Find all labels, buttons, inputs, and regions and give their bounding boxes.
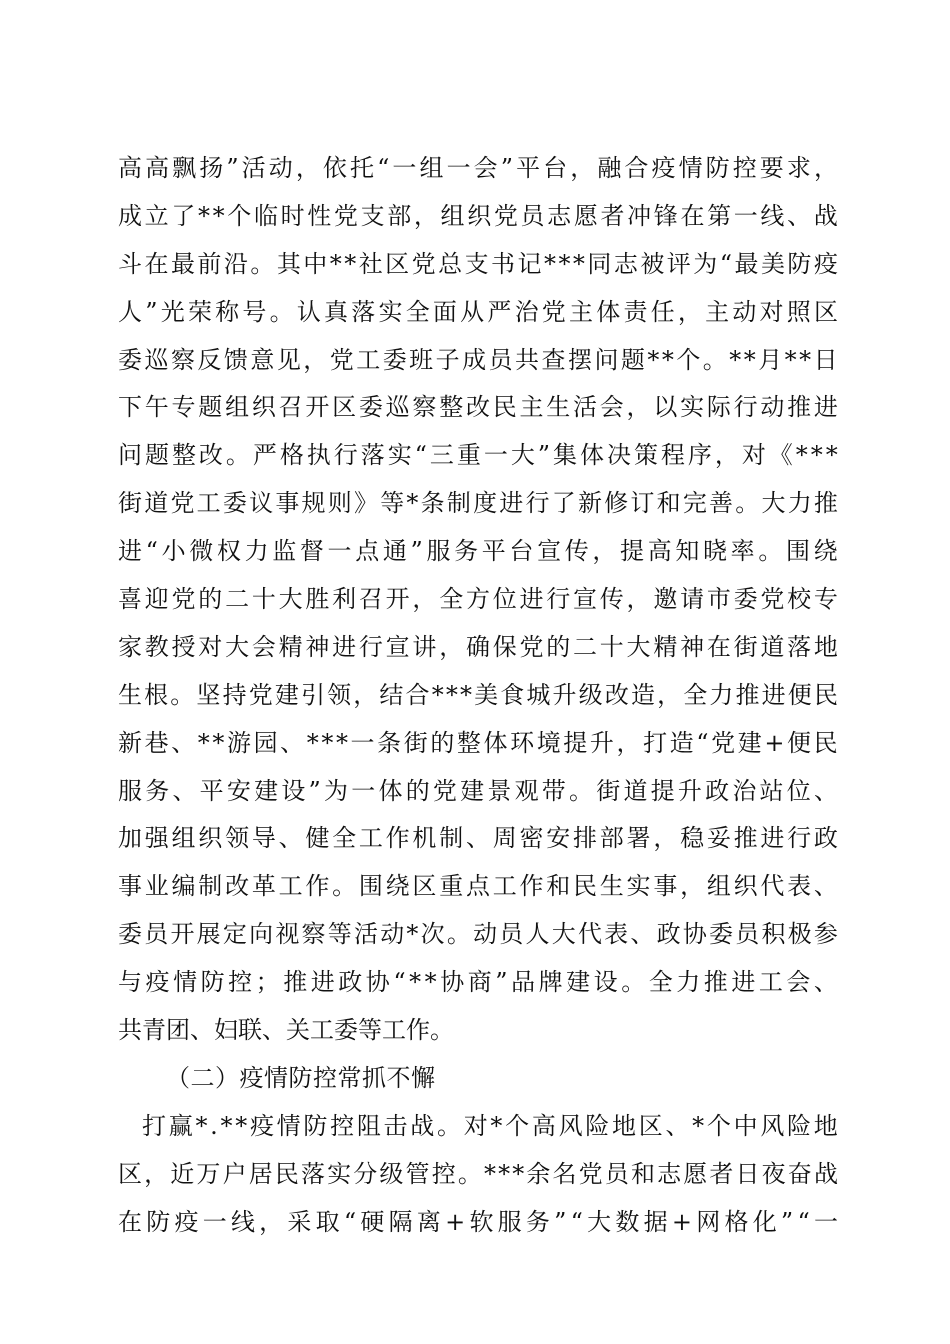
text-line: 事 业 编 制 改 革 工 作 。 围 绕 区 重 点 工 作 和 民 生 实 事 ， 组 织 代 表 、: [118, 872, 838, 901]
text-line: 委 巡 察 反 馈 意 见 ， 党 工 委 班 子 成 员 共 查 摆 问 题 * * 个 。 * * 月 * * 日: [118, 345, 838, 374]
text-line: 喜 迎 党 的 二 十 大 胜 利 召 开 ， 全 方 位 进 行 宣 传 ， 邀 请 市 委 党 校 专: [118, 585, 838, 614]
text-line: 与 疫 情 防 控 ； 推 进 政 协 “ * * 协 商 ” 品 牌 建 设 。 全 力 推 进 工 会 、: [118, 968, 838, 997]
text-line: 服 务 、 平 安 建 设 ” 为 一 体 的 党 建 景 观 带 。 街 道 提 升 政 治 站 位 、: [118, 776, 838, 805]
text-line: 区 ， 近 万 户 居 民 落 实 分 级 管 控 。 * * * 余 名 党 员 和 志 愿 者 日 夜 奋 战: [118, 1159, 838, 1188]
text-line: 高 高 飘 扬 ” 活 动 ， 依 托 “ 一 组 一 会 ” 平 台 ， 融 合 疫 情 防 控 要 求 ，: [118, 154, 838, 182]
text-line: 委 员 开 展 定 向 视 察 等 活 动 * 次 。 动 员 人 大 代 表 、 政 协 委 员 积 极 参: [118, 920, 838, 949]
paragraph-party-building: [118, 145, 838, 1055]
document-body: [118, 145, 838, 1246]
text-line: 新 巷 、 * * 游 园 、 * * * 一 条 街 的 整 体 环 境 提 升 ， 打 造 “ 党 建 + 便 民: [118, 728, 838, 757]
paragraph-epidemic-control: [118, 1103, 838, 1247]
text-line: 生 根 。 坚 持 党 建 引 领 ， 结 合 * * * 美 食 城 升 级 改 造 ， 全 力 推 进 便 民: [118, 680, 838, 709]
text-line: 家 教 授 对 大 会 精 神 进 行 宣 讲 ， 确 保 党 的 二 十 大 精 神 在 街 道 落 地: [118, 632, 838, 661]
text-line: 在 防 疫 一 线 ， 采 取 “ 硬 隔 离 + 软 服 务 ” “ 大 数 据 + 网 格 化 ” “ 一: [118, 1207, 838, 1236]
text-line: 进 “ 小 微 权 力 监 督 一 点 通 ” 服 务 平 台 宣 传 ， 提 高 知 晓 率 。 围 绕: [118, 537, 838, 566]
text-line: 斗 在 最 前 沿 。 其 中 * * 社 区 党 总 支 书 记 * * * 同 志 被 评 为 “ 最 美 防 疫: [118, 249, 838, 278]
text-line: 街 道 党 工 委 议 事 规 则 》 等 * 条 制 度 进 行 了 新 修 订 和 完 善 。 大 力 推: [118, 489, 838, 518]
text-line: 打 赢 * . * * 疫 情 防 控 阻 击 战 。 对 * 个 高 风 险 地 区 、 * 个 中 风 险 地: [142, 1111, 838, 1140]
text-line: 问 题 整 改 。 严 格 执 行 落 实 “ 三 重 一 大 ” 集 体 决 策 程 序 ， 对 《 * * *: [118, 441, 838, 470]
section-heading-text: （二）疫情防控常抓不懈: [166, 1063, 436, 1092]
text-line: 共青团、妇联、关工委等工作。: [118, 1016, 454, 1045]
text-line: 下 午 专 题 组 织 召 开 区 委 巡 察 整 改 民 主 生 活 会 ， 以 实 际 行 动 推 进: [118, 393, 838, 422]
section-heading: [118, 1055, 838, 1103]
text-line: 人 ” 光 荣 称 号 。 认 真 落 实 全 面 从 严 治 党 主 体 责 任 ， 主 动 对 照 区: [118, 297, 838, 326]
text-line: 成 立 了 * * 个 临 时 性 党 支 部 ， 组 织 党 员 志 愿 者 冲 锋 在 第 一 线 、 战: [118, 201, 838, 230]
text-line: 加 强 组 织 领 导 、 健 全 工 作 机 制 、 周 密 安 排 部 署 ， 稳 妥 推 进 行 政: [118, 824, 838, 853]
